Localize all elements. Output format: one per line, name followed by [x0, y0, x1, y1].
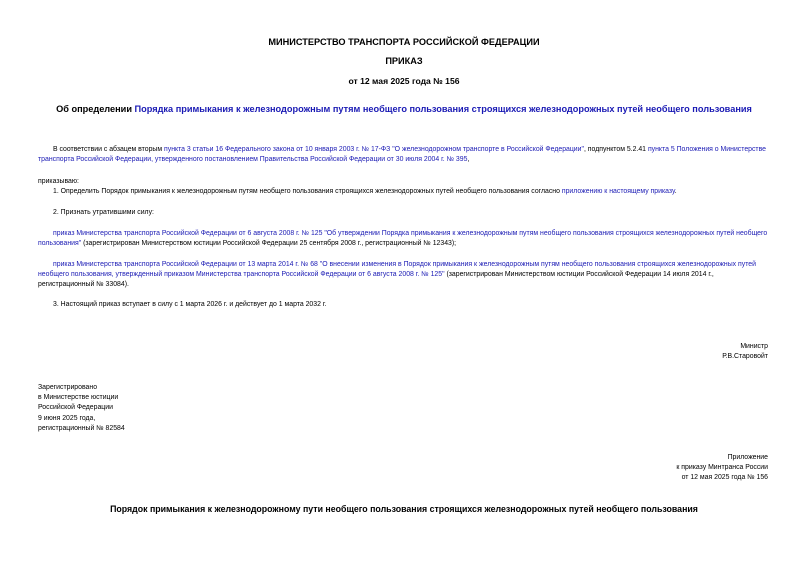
- title-prefix: Об определении: [56, 104, 135, 114]
- repealed-order-1-text: (зарегистрирован Министерством юстиции Российской Федерации 25 сентября 2008 г., регистрационный № 12343);: [81, 240, 457, 248]
- registration-line: Российской Федерации: [38, 404, 113, 412]
- item-1: [38, 187, 768, 197]
- preamble-text-3: ,: [467, 156, 470, 164]
- appendix-block: [468, 453, 768, 484]
- repealed-order-1-link[interactable]: приказ Министерства транспорта Российской Федерации от 6 августа 2008 г. № 125 "Об утверждении Порядка примыкания к железнодорожным путям необщего пользования строящихся железнодорожных путей необщего пользования": [38, 230, 768, 248]
- signature-block: [468, 342, 768, 362]
- item-1-end: .: [674, 188, 677, 195]
- appendix-title: Порядок примыкания к железнодорожному пути необщего пользования строящихся железнодорожных путей необщего пользования: [110, 504, 698, 514]
- repealed-order-2: [38, 260, 768, 291]
- document-title: [40, 104, 768, 114]
- appendix-line: к приказу Минтранса России: [676, 464, 768, 472]
- item-3: 3. Настоящий приказ вступает в силу с 1 марта 2026 г. и действует до 1 марта 2032 г.: [53, 301, 327, 308]
- registration-line: регистрационный № 82584: [38, 424, 125, 432]
- repealed-order-2-text: (зарегистрирован Министерством юстиции Российской Федерации 14 июля 2014 г., регистрационный № 33084).: [38, 271, 714, 289]
- regulation-link[interactable]: пункта 5 Положения о Министерстве транспорта Российской Федерации, утвержденного постановлением Правительства Российской Федерации от 30 июля 2004 г. № 395: [38, 146, 767, 164]
- signature-name: Р.В.Старовойт: [722, 353, 768, 361]
- item-1-text: 1. Определить Порядок примыкания к железнодорожным путям необщего пользования строящихся железнодорожных путей необщего пользования согласно: [53, 188, 562, 195]
- registration-line: 9 июня 2025 года,: [38, 414, 96, 422]
- appendix-link[interactable]: приложению к настоящему приказу: [561, 188, 675, 195]
- appendix-line: от 12 мая 2025 года № 156: [681, 474, 768, 482]
- order-word: приказываю:: [38, 178, 79, 185]
- title-link[interactable]: Порядка примыкания к железнодорожным путям необщего пользования строящихся железнодорожных путей необщего пользования: [134, 104, 752, 114]
- document-date-number: от 12 мая 2025 года № 156: [348, 76, 460, 86]
- preamble: [38, 145, 768, 165]
- preamble-text-1: В соответствии с абзацем вторым: [53, 146, 165, 153]
- document-type: ПРИКАЗ: [385, 56, 423, 66]
- ministry-name: МИНИСТЕРСТВО ТРАНСПОРТА РОССИЙСКОЙ ФЕДЕРАЦИИ: [268, 37, 540, 47]
- item-2: 2. Признать утратившими силу:: [53, 209, 154, 216]
- preamble-text-2: , подпунктом 5.2.41: [583, 146, 648, 153]
- signature-position: Министр: [740, 343, 768, 350]
- repealed-order-2-link[interactable]: приказ Министерства транспорта Российской Федерации от 13 марта 2014 г. № 68 "О внесении изменения в Порядок примыкания к железнодорожным путям необщего пользования строящихся железнодорожных путей необщего пользования, утвержденный приказом Министерства транспорта Российской Федерации от 6 августа 2008 г. № 125": [38, 261, 756, 279]
- registration-block: [38, 383, 125, 434]
- repealed-order-1: [38, 229, 768, 249]
- appendix-line: Приложение: [727, 454, 768, 461]
- law-link[interactable]: пункта 3 статьи 16 Федерального закона от 10 января 2003 г. № 17-ФЗ "О железнодорожном транспорте в Российской Федерации": [164, 146, 584, 153]
- registration-line: в Министерстве юстиции: [38, 394, 119, 402]
- registration-line: Зарегистрировано: [38, 384, 98, 391]
